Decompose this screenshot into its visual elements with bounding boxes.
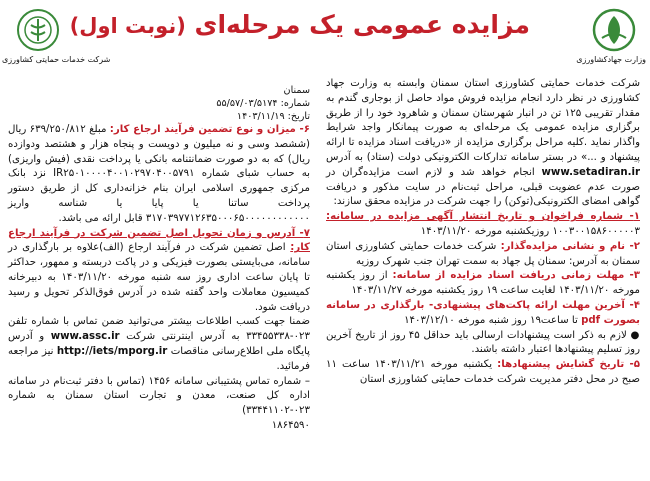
tenders-portal-link[interactable]: http://iets/mporg.ir <box>56 345 168 357</box>
title-sub: (نوبت اول) <box>69 14 186 38</box>
notice-header <box>0 6 650 72</box>
section-7 <box>8 227 310 316</box>
letter-number: شماره: ۵۵/۵۷/۰۳/۵۱۷۴ <box>216 98 310 109</box>
intro-tail: انجام خواهد شد و لازم است مزایده‌گران در صورت عدم عضویت قبلی، مراحل ثبت‌نام در سایت مذکور و دریافت گواهی امضای الکترونیکی(توکن) را جهت شرکت در مزایده محقق سازند: <box>326 166 640 208</box>
contact-paragraph <box>8 315 310 374</box>
section-7-body: اصل تضمین شرکت در فرآیند ارجاع (الف)علاوه بر بارگذاری در سامانه، می‌بایستی بصورت فیزیکی و در پاکت دربسته و ممهور، حداکثر تا پایان ساعت اداری روز سه شنبه مورخه ۱۴۰۳/۱۱/۲۰ به دبیرخانه کمیسیون معاملات واحد گفته شده در آدرس فوق‌الذکر تحویل و رسید دریافت شود. <box>8 242 310 313</box>
notice-title <box>69 10 530 39</box>
ministry-logo <box>592 8 636 52</box>
section-1 <box>326 210 640 240</box>
section-5-body: یکشنبه مورخه ۱۴۰۳/۱۱/۲۱ ساعت ۱۱ صبح در محل دفتر مدیریت شرکت خدمات حمایتی کشاورزی استان <box>326 359 640 385</box>
ad-id: ۱۸۶۴۵۹۰ <box>271 419 310 431</box>
section-4 <box>326 299 640 329</box>
section-6 <box>8 123 310 227</box>
section-4-heading: ۴- آخرین مهلت ارائه پاکت‌های پیشنهادی- بارگذاری در سامانه بصورت pdf <box>326 299 640 326</box>
section-3-body: از روز یکشنبه مورخه ۱۴۰۳/۱۱/۲۰ لغایت ساعت ۱۹ روز یکشنبه مورخه ۱۴۰۳/۱۱/۲۷ <box>326 270 640 297</box>
section-1-body: ۱۰۰۳۰۰۱۵۸۶۰۰۰۰۰۳ روزیکشنبه مورخه ۱۴۰۳/۱۱/۲۰ <box>420 225 640 237</box>
support-line: – شماره تماس پشتیبانی سامانه ۱۴۵۶ (تماس با دفتر ثبت‌نام در سامانه اداره کل صنعت، معدن و تجارت استان سمنان به شماره ۰۲۳-۳۳۴۴۱۱۰۲) <box>8 375 310 417</box>
section-3-heading: ۳- مهلت زمانی دریافت اسناد مزایده از سامانه: <box>392 270 640 282</box>
validity-note: ● لازم به ذکر است پیشنهادات ارسالی باید حداقل ۴۵ روز از تاریخ آخرین روز تسلیم پیشنهادها اعتبار داشته باشند. <box>326 329 640 356</box>
section-2-heading: ۲- نام و نشانی مزایده‌گذار: <box>500 240 640 252</box>
company-logo <box>16 8 60 52</box>
section-5 <box>326 358 640 388</box>
section-1-heading: ۱- شماره فراخوان و تاریخ انتشار آگهی مزایده در سامانه: <box>326 211 640 223</box>
intro-text: شرکت خدمات حمایتی کشاورزی استان سمنان وابسته به وزارت جهاد کشاورزی در نظر دارد انجام مزایده فروش مواد حاصل از بوجاری گندم به مقدار تقریبی ۱۲۵ تن در انبار شهرستان سمنان و شاهرود خود را از طریق برگزاری مزایده عمومی یک مرحله‌ای به صورت پیمانکار واجد شرایط واگذار نماید .کلیه مراحل برگزاری مزایده از «دریافت اسناد مزایده تا ارائه پیشنهاد و ...» در بستر سامانه تدارکات الکترونیکی دولت (ستاد) به آدرس <box>326 78 641 163</box>
contact-text-a: ضمنا جهت کسب اطلاعات بیشتر می‌توانید ضمن تماس با شماره تلفن ۰۲۳-۳۳۴۵۵۳۳۸ به آدرس اینترنتی شرکت <box>8 316 310 343</box>
contact-text-b: و آدرس پایگاه ملی اطلاع‌رسانی مناقصات <box>8 331 310 357</box>
setad-link[interactable]: www.setadiran.ir <box>541 166 640 178</box>
section-4-body: تا ساعت۱۹ روز شنبه مورخه ۱۴۰۳/۱۲/۱۰ <box>404 314 582 326</box>
section-3 <box>326 269 640 299</box>
section-6-body: مبلغ ۶۳۹/۲۵۰/۸۱۲ ریال (ششصد وسی و نه میلیون و دویست و پنجاه هزار و هشتصد ودوازده ریال) که به دو صورت ضمانتنامه بانکی یا پرداخت نقدی (فیش واریزی) به حساب شبای شماره IR۲۵۰۱۰۰۰۰۴۰۰۱۰۲۹۷۰۴۰۰۵۷۹۱ نزد بانک مرکزی جمهوری اسلامی ایران بنام خزانه‌داری کل از طریق دستور پرداخت ساتنا یا پایا یا شناسه واریز ۳۱۷۰۳۹۷۷۱۲۶۳۵۰۰۰۶۵۰۰۰۰۰۰۰۰۰۰۰۰ قابل ارائه می باشد. <box>8 124 310 224</box>
letter-date: تاریخ: ۱۴۰۳/۱۱/۱۹ <box>236 111 310 122</box>
right-column <box>326 77 640 388</box>
company-caption: شرکت خدمات حمایتی کشاورزی <box>2 55 111 64</box>
left-column <box>8 84 310 434</box>
section-2 <box>326 240 640 270</box>
section-7-heading: ۷- آدرس و زمان تحویل اصل تضمین شرکت در فرآیند ارجاع کار: <box>8 227 310 254</box>
title-main: مزایده عمومی یک مرحله‌ای <box>194 10 530 39</box>
contact-text-c: نیز مراجعه فرمائید. <box>8 345 310 372</box>
ministry-caption: وزارت جهادکشاورزی <box>576 55 646 64</box>
intro-paragraph <box>326 77 640 210</box>
section-6-heading: ۶- میزان و نوع تضمین فرآیند ارجاع کار: <box>109 124 310 135</box>
company-website-link[interactable]: www.assc.ir <box>50 331 120 343</box>
city-line: سمنان <box>283 85 310 96</box>
section-2-body: شرکت خدمات حمایتی کشاورزی استان سمنان به آدرس: سمنان پل جهاد به سمت تهران جنب شهرک روزیه <box>326 240 640 267</box>
section-5-heading: ۵- تاریخ گشایش پیشنهادها: <box>497 359 640 371</box>
